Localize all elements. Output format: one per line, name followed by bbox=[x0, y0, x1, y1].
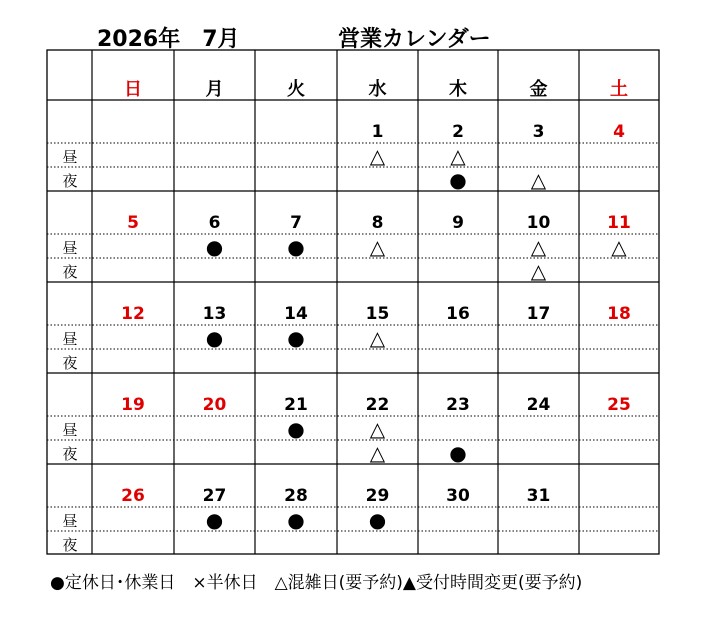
day-number: 6 bbox=[208, 213, 221, 233]
closed-mark: ● bbox=[368, 508, 387, 532]
day-number: 31 bbox=[526, 486, 551, 506]
day-number: 26 bbox=[121, 486, 145, 506]
day-number: 23 bbox=[446, 395, 470, 415]
year-month-title: 2026年 7月 bbox=[97, 27, 240, 52]
slot-label-night: 夜 bbox=[62, 263, 78, 281]
day-number: 17 bbox=[526, 304, 551, 324]
slot-label-day: 昼 bbox=[62, 330, 78, 348]
slot-label-night: 夜 bbox=[62, 445, 78, 463]
slot-label-day: 昼 bbox=[62, 512, 78, 530]
closed-mark: ● bbox=[287, 235, 305, 259]
day-number: 21 bbox=[284, 395, 308, 415]
day-number: 15 bbox=[365, 304, 390, 324]
day-number: 20 bbox=[202, 395, 227, 415]
busy-mark: △ bbox=[450, 144, 466, 168]
day-number: 5 bbox=[127, 213, 139, 233]
weekday-header: 木 bbox=[449, 79, 467, 100]
slot-label-day: 昼 bbox=[62, 148, 78, 166]
day-number: 11 bbox=[607, 213, 631, 233]
closed-mark: ● bbox=[287, 417, 305, 441]
slot-label-day: 昼 bbox=[62, 421, 78, 439]
closed-mark: ● bbox=[287, 508, 305, 532]
slot-label-day: 昼 bbox=[62, 239, 78, 257]
day-number: 27 bbox=[202, 486, 227, 506]
day-number: 18 bbox=[607, 304, 631, 324]
day-number: 9 bbox=[452, 213, 464, 233]
day-number: 1 bbox=[371, 122, 384, 142]
busy-mark: △ bbox=[369, 417, 386, 441]
day-number: 25 bbox=[607, 395, 631, 415]
weekday-header: 月 bbox=[205, 79, 224, 100]
closed-mark: ● bbox=[205, 508, 224, 532]
busy-mark: △ bbox=[530, 235, 547, 259]
day-number: 24 bbox=[526, 395, 551, 415]
day-number: 29 bbox=[365, 486, 390, 506]
day-number: 19 bbox=[121, 395, 145, 415]
busy-mark: △ bbox=[530, 259, 547, 283]
day-number: 13 bbox=[202, 304, 227, 324]
closed-mark: ● bbox=[449, 168, 467, 192]
weekday-header: 金 bbox=[529, 79, 548, 100]
closed-mark: ● bbox=[287, 326, 305, 350]
day-number: 22 bbox=[365, 395, 390, 415]
day-number: 28 bbox=[284, 486, 308, 506]
slot-label-night: 夜 bbox=[62, 536, 78, 554]
weekday-header: 日 bbox=[124, 79, 142, 100]
day-number: 10 bbox=[526, 213, 551, 233]
calendar-title: 営業カレンダー bbox=[338, 27, 491, 52]
weekday-header: 火 bbox=[287, 79, 305, 100]
grid-border bbox=[47, 50, 659, 554]
day-number: 14 bbox=[284, 304, 308, 324]
busy-mark: △ bbox=[369, 441, 386, 465]
day-number: 8 bbox=[371, 213, 384, 233]
day-number: 30 bbox=[446, 486, 470, 506]
busy-mark: △ bbox=[611, 235, 627, 259]
closed-mark: ● bbox=[205, 326, 224, 350]
day-number: 3 bbox=[532, 122, 545, 142]
closed-mark: ● bbox=[449, 441, 467, 465]
closed-mark: ● bbox=[205, 235, 224, 259]
day-number: 12 bbox=[121, 304, 145, 324]
day-number: 16 bbox=[446, 304, 470, 324]
busy-mark: △ bbox=[369, 144, 386, 168]
weekday-header: 土 bbox=[610, 79, 628, 100]
day-number: 4 bbox=[613, 122, 625, 142]
busy-mark: △ bbox=[530, 168, 547, 192]
slot-label-night: 夜 bbox=[62, 354, 78, 372]
legend: ●定休日･休業日 ×半休日 △混雑日(要予約)▲受付時間変更(要予約) bbox=[50, 573, 583, 593]
weekday-header: 水 bbox=[368, 79, 387, 100]
day-number: 2 bbox=[452, 122, 464, 142]
busy-mark: △ bbox=[369, 326, 386, 350]
busy-mark: △ bbox=[369, 235, 386, 259]
day-number: 7 bbox=[290, 213, 302, 233]
slot-label-night: 夜 bbox=[62, 172, 78, 190]
